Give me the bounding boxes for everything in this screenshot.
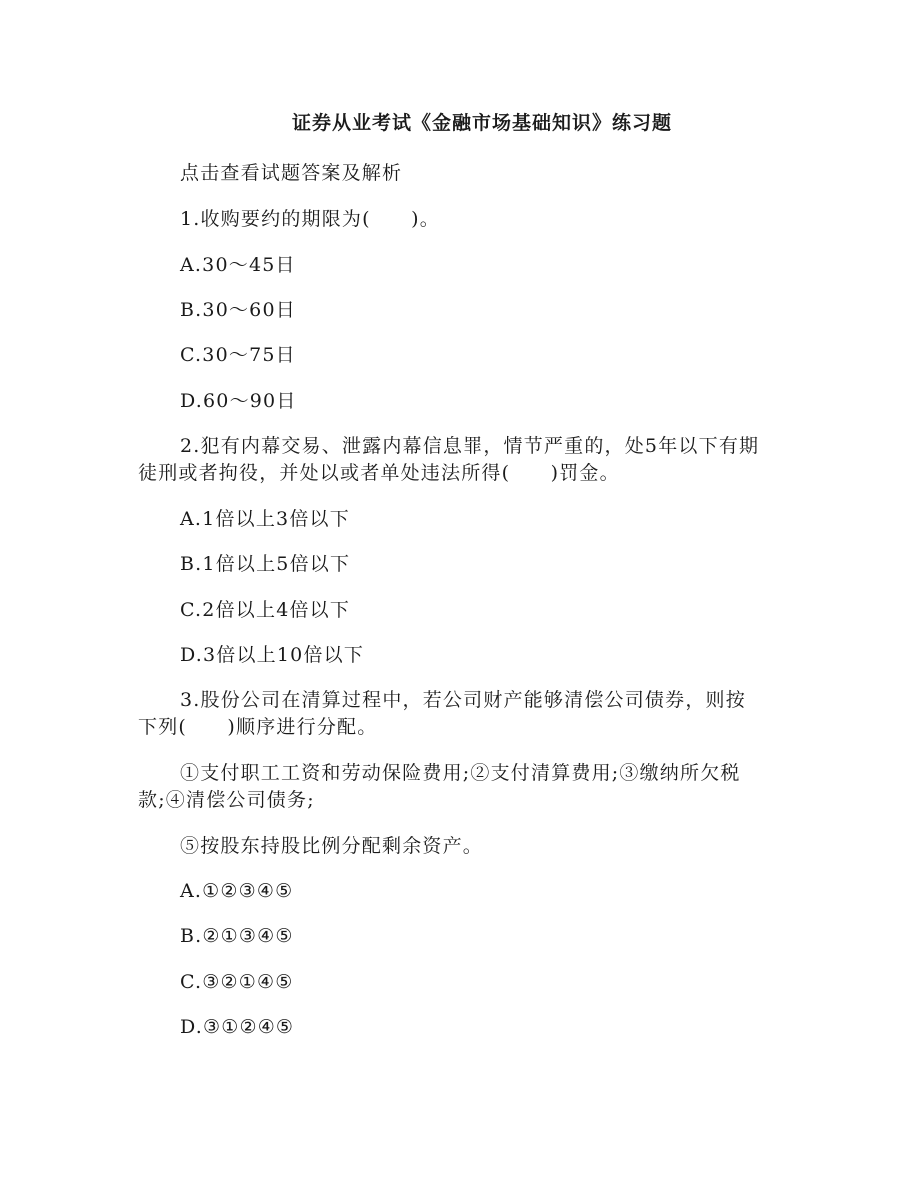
question-2-option-b: B.1倍以上5倍以下 <box>180 553 351 575</box>
question-2-option-a: A.1倍以上3倍以下 <box>180 508 350 530</box>
answer-link[interactable]: 点击查看试题答案及解析 <box>180 162 403 184</box>
question-3-option-d: D.③①②④⑤ <box>180 1016 295 1038</box>
question-2-stem-line-1: 2.犯有内幕交易、泄露内幕信息罪，情节严重的，处5年以下有期 <box>180 435 760 457</box>
question-3-stem-line-2: 下列( )顺序进行分配。 <box>138 716 378 738</box>
question-1-option-b: B.30～60日 <box>180 299 296 321</box>
question-1-option-d: D.60～90日 <box>180 390 297 412</box>
question-1-option-c: C.30～75日 <box>180 344 296 366</box>
question-3-items-line-1: ①支付职工工资和劳动保险费用;②支付清算费用;③缴纳所欠税 <box>180 762 741 784</box>
page-title: 证券从业考试《金融市场基础知识》练习题 <box>291 112 672 134</box>
question-1-option-a: A.30～45日 <box>180 254 296 276</box>
question-3-option-c: C.③②①④⑤ <box>180 971 294 993</box>
question-3-option-a: A.①②③④⑤ <box>180 880 294 902</box>
question-3-option-b: B.②①③④⑤ <box>180 925 294 947</box>
question-2-stem-line-2: 徒刑或者拘役，并处以或者单处违法所得( )罚金。 <box>138 462 620 484</box>
question-3-stem-line-1: 3.股份公司在清算过程中，若公司财产能够清偿公司债券，则按 <box>180 689 746 711</box>
question-1-stem: 1.收购要约的期限为( )。 <box>180 208 440 230</box>
question-2-option-c: C.2倍以上4倍以下 <box>180 599 351 621</box>
question-3-items-line-2: 款;④清偿公司债务; <box>138 789 315 811</box>
question-2-option-d: D.3倍以上10倍以下 <box>180 644 365 666</box>
question-3-items-line-3: ⑤按股东持股比例分配剩余资产。 <box>180 835 484 857</box>
